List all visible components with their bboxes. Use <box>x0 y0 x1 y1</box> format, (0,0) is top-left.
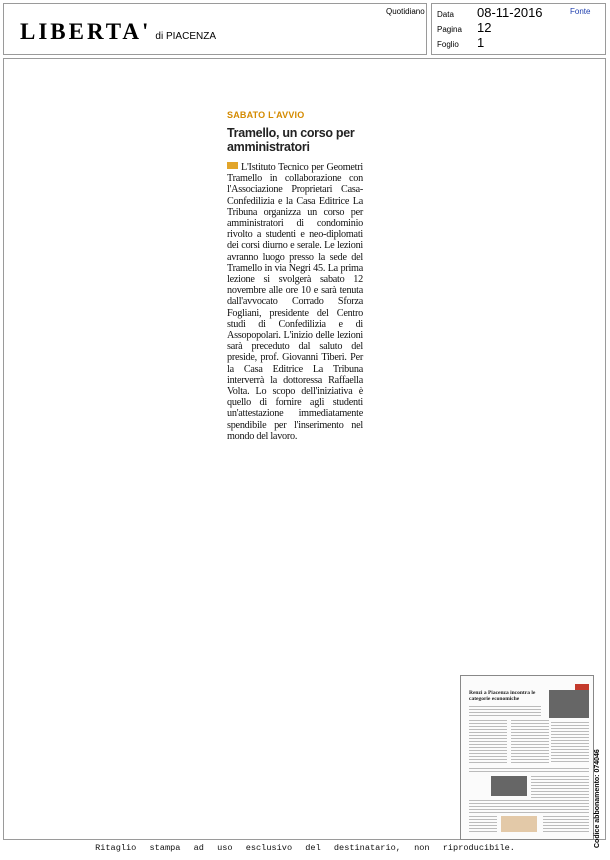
subscription-code <box>594 748 605 848</box>
thumbnail-text <box>469 816 497 834</box>
thumbnail-image <box>501 816 537 832</box>
meta-value-sheet: 1 <box>477 35 485 50</box>
newspaper-logo <box>20 20 216 43</box>
article-kicker: SABATO L'AVVIO <box>227 110 305 120</box>
footer-notice: Ritaglio stampa ad uso esclusivo del destinatario, non riproducibile. <box>95 843 515 853</box>
thumbnail-text <box>511 720 549 764</box>
thumbnail-text <box>469 706 541 716</box>
thumbnail-text <box>531 776 589 798</box>
thumbnail-text <box>469 800 589 814</box>
article-headline: Tramello, un corso per amministratori <box>227 126 355 154</box>
subscription-code-text: Codice abbonamento: 074046 <box>594 749 601 848</box>
meta-label: Data <box>437 10 454 19</box>
thumbnail-headline: Renzi a Piacenza incontra le categorie economiche <box>469 690 536 702</box>
logo-sub-text: di PIACENZA <box>155 31 216 42</box>
logo-main-text: LIBERTA' <box>20 19 152 44</box>
meta-row-data <box>437 6 543 19</box>
article-body: L'Istituto Tecnico per Geometri Tramello in collaborazione con l'Associazione Proprietari Casa-Confedilizia e la Casa Editrice La Tribuna organizza un corso per amministratori di condominio rivolto a studenti e neo-diplomati dei corsi diurno e serale. Le lezioni avranno luogo presso la sede del Tramello in via Negri 45. La prima lezione si svolgerà sabato 12 novembre alle ore 10 e sarà tenuta dall'avvocato Corrado Sforza Fogliani, presidente del Centro studi di Confedilizia e di Assopopolari. L'inizio delle lezioni sarà preceduto dal saluto del preside, prof. Giovanni Tiberi. Per la Casa Editrice La Tribuna interverrà la dottoressa Raffaella Volta. Lo scopo dell'iniziativa è quello di fornire agli studenti un'attestazione immediatamente spendibile per l'inserimento nel mondo del lavoro. <box>227 162 363 442</box>
thumbnail-photo <box>549 690 589 718</box>
thumbnail-text <box>543 816 589 834</box>
thumbnail-text <box>551 722 589 762</box>
page-thumbnail <box>460 675 594 840</box>
thumbnail-photo <box>491 776 527 796</box>
fonte-link[interactable]: Fonte <box>570 7 591 16</box>
article <box>227 110 363 442</box>
meta-label: Foglio <box>437 40 459 49</box>
article-body-block <box>227 162 363 442</box>
meta-row-foglio <box>437 36 484 49</box>
meta-row-pagina <box>437 21 491 34</box>
meta-value-date: 08-11-2016 <box>477 5 543 20</box>
thumbnail-text <box>469 720 507 764</box>
meta-label: Pagina <box>437 25 462 34</box>
publication-type: Quotidiano <box>386 7 425 16</box>
thumbnail-text <box>469 768 589 774</box>
meta-value-page: 12 <box>477 20 492 35</box>
lead-marker-icon <box>227 162 238 169</box>
